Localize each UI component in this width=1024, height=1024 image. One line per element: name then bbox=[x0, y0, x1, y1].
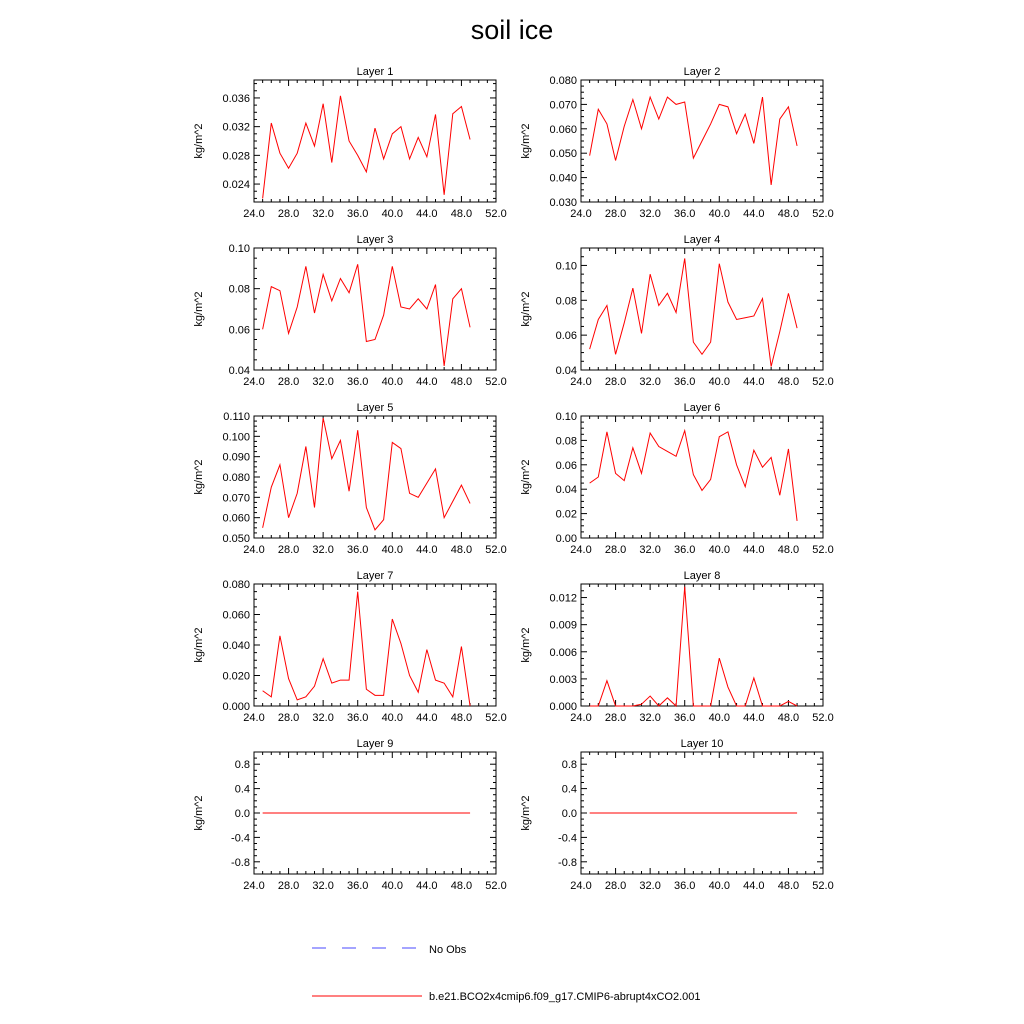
y-tick-label: 0.060 bbox=[222, 609, 250, 622]
x-tick-label: 24.0 bbox=[243, 712, 265, 724]
y-tick-label: 0.040 bbox=[222, 640, 250, 652]
x-tick-label: 40.0 bbox=[381, 712, 403, 724]
x-tick-label: 32.0 bbox=[639, 712, 661, 724]
y-tick-label: 0.030 bbox=[549, 197, 577, 209]
y-tick-label: 0.003 bbox=[549, 673, 577, 686]
x-tick-label: 48.0 bbox=[777, 544, 800, 556]
x-tick-label: 36.0 bbox=[347, 544, 369, 556]
x-tick-label: 48.0 bbox=[450, 712, 473, 724]
x-tick-label: 28.0 bbox=[604, 712, 627, 724]
y-tick-label: 0.00 bbox=[555, 533, 577, 545]
legend-model-label: b.e21.BCO2x4cmip6.f09_g17.CMIP6-abrupt4xCO2.001 bbox=[429, 991, 701, 1003]
y-axis-label: kg/m^2 bbox=[520, 123, 532, 159]
x-tick-label: 48.0 bbox=[777, 208, 800, 220]
y-tick-label: 0.06 bbox=[228, 324, 250, 337]
x-tick-label: 24.0 bbox=[570, 712, 592, 724]
x-tick-label: 40.0 bbox=[708, 376, 730, 388]
y-axis-label: kg/m^2 bbox=[193, 291, 205, 327]
legend-obs-label: No Obs bbox=[429, 944, 467, 956]
x-tick-label: 32.0 bbox=[312, 880, 334, 892]
x-tick-label: 48.0 bbox=[777, 880, 800, 892]
y-tick-label: 0.04 bbox=[228, 365, 250, 377]
y-tick-label: 0.000 bbox=[549, 701, 577, 713]
x-tick-label: 28.0 bbox=[277, 208, 300, 220]
y-tick-label: 0.080 bbox=[549, 75, 577, 87]
series-line-model bbox=[263, 96, 470, 199]
x-tick-label: 52.0 bbox=[485, 712, 507, 724]
x-tick-label: 48.0 bbox=[450, 544, 473, 556]
y-tick-label: 0.110 bbox=[223, 411, 250, 423]
plot-frame bbox=[581, 584, 823, 706]
y-tick-label: 0.100 bbox=[222, 431, 250, 444]
plot-frame bbox=[254, 248, 496, 370]
x-tick-label: 52.0 bbox=[485, 376, 507, 388]
panel-title: Layer 3 bbox=[356, 234, 394, 246]
panel-layer-8 bbox=[520, 570, 834, 724]
x-tick-label: 44.0 bbox=[743, 376, 765, 388]
x-tick-label: 44.0 bbox=[416, 376, 438, 388]
y-tick-label: 0.4 bbox=[234, 783, 250, 796]
x-tick-label: 48.0 bbox=[777, 712, 800, 724]
y-tick-label: 0.02 bbox=[555, 508, 577, 521]
x-tick-label: 52.0 bbox=[485, 880, 507, 892]
y-tick-label: 0.028 bbox=[222, 150, 250, 163]
y-tick-label: 0.040 bbox=[549, 172, 577, 185]
y-tick-label: 0.009 bbox=[549, 619, 577, 632]
series-line-model bbox=[263, 592, 470, 706]
y-tick-label: 0.4 bbox=[561, 783, 577, 796]
series-line-model bbox=[590, 587, 797, 706]
plot-frame bbox=[254, 584, 496, 706]
y-axis-label: kg/m^2 bbox=[193, 123, 205, 159]
y-tick-label: 0.10 bbox=[228, 243, 250, 255]
plot-frame bbox=[254, 416, 496, 538]
y-tick-label: -0.4 bbox=[231, 832, 250, 845]
panel-title: Layer 8 bbox=[683, 570, 721, 582]
x-tick-label: 32.0 bbox=[639, 208, 661, 220]
x-tick-label: 28.0 bbox=[277, 880, 300, 892]
x-tick-label: 24.0 bbox=[570, 880, 592, 892]
y-tick-label: 0.0 bbox=[234, 808, 250, 820]
x-tick-label: 52.0 bbox=[812, 376, 834, 388]
panel-title: Layer 6 bbox=[683, 402, 721, 414]
x-tick-label: 40.0 bbox=[381, 880, 403, 892]
x-tick-label: 44.0 bbox=[416, 208, 438, 220]
x-tick-label: 40.0 bbox=[708, 544, 730, 556]
y-tick-label: 0.032 bbox=[222, 121, 250, 134]
x-tick-label: 44.0 bbox=[416, 712, 438, 724]
y-axis-label: kg/m^2 bbox=[520, 459, 532, 495]
y-tick-label: 0.020 bbox=[222, 670, 250, 683]
y-tick-label: 0.10 bbox=[555, 260, 577, 273]
x-tick-label: 32.0 bbox=[312, 208, 334, 220]
x-tick-label: 48.0 bbox=[450, 880, 473, 892]
x-tick-label: 24.0 bbox=[570, 376, 592, 388]
x-tick-label: 52.0 bbox=[485, 544, 507, 556]
y-tick-label: -0.4 bbox=[558, 832, 577, 845]
y-tick-label: 0.04 bbox=[555, 484, 577, 497]
y-axis-label: kg/m^2 bbox=[520, 627, 532, 663]
x-tick-label: 32.0 bbox=[312, 376, 334, 388]
x-tick-label: 32.0 bbox=[312, 544, 334, 556]
y-tick-label: 0.0 bbox=[561, 808, 577, 820]
y-tick-label: 0.06 bbox=[555, 330, 577, 343]
y-axis-label: kg/m^2 bbox=[193, 627, 205, 663]
series-line-model bbox=[263, 418, 470, 530]
x-tick-label: 32.0 bbox=[312, 712, 334, 724]
y-tick-label: 0.070 bbox=[222, 492, 250, 505]
y-tick-label: -0.8 bbox=[558, 856, 577, 869]
y-tick-label: 0.08 bbox=[555, 295, 577, 308]
x-tick-label: 36.0 bbox=[674, 544, 696, 556]
x-tick-label: 24.0 bbox=[570, 544, 592, 556]
y-tick-label: 0.060 bbox=[549, 123, 577, 136]
x-tick-label: 44.0 bbox=[416, 880, 438, 892]
panel-layer-2 bbox=[520, 66, 834, 220]
panel-layer-7 bbox=[193, 570, 507, 724]
x-tick-label: 24.0 bbox=[243, 880, 265, 892]
x-tick-label: 40.0 bbox=[381, 208, 403, 220]
x-tick-label: 24.0 bbox=[243, 208, 265, 220]
plot-frame bbox=[581, 248, 823, 370]
x-tick-label: 28.0 bbox=[277, 376, 300, 388]
x-tick-label: 44.0 bbox=[743, 880, 765, 892]
y-tick-label: 0.08 bbox=[555, 435, 577, 448]
y-axis-label: kg/m^2 bbox=[193, 459, 205, 495]
panel-layer-3 bbox=[193, 234, 507, 388]
y-tick-label: 0.000 bbox=[222, 701, 250, 713]
x-tick-label: 28.0 bbox=[277, 712, 300, 724]
y-tick-label: 0.090 bbox=[222, 451, 250, 464]
panel-title: Layer 4 bbox=[683, 234, 721, 246]
x-tick-label: 36.0 bbox=[347, 880, 369, 892]
y-tick-label: 0.024 bbox=[222, 179, 250, 192]
x-tick-label: 36.0 bbox=[674, 376, 696, 388]
series-line-model bbox=[590, 258, 797, 366]
panel-title: Layer 5 bbox=[356, 402, 394, 414]
x-tick-label: 28.0 bbox=[604, 208, 627, 220]
y-tick-label: -0.8 bbox=[231, 856, 250, 869]
panel-layer-6 bbox=[520, 402, 834, 556]
y-tick-label: 0.012 bbox=[549, 592, 577, 605]
legend bbox=[312, 944, 701, 1003]
y-axis-label: kg/m^2 bbox=[193, 795, 205, 831]
panel-title: Layer 1 bbox=[356, 66, 394, 78]
y-tick-label: 0.050 bbox=[549, 148, 577, 161]
y-tick-label: 0.06 bbox=[555, 459, 577, 472]
x-tick-label: 48.0 bbox=[450, 376, 473, 388]
panel-layer-9 bbox=[193, 738, 507, 892]
y-tick-label: 0.080 bbox=[222, 472, 250, 484]
y-tick-label: 0.8 bbox=[234, 759, 250, 772]
panel-layer-1 bbox=[193, 66, 507, 220]
y-axis-label: kg/m^2 bbox=[520, 795, 532, 831]
x-tick-label: 36.0 bbox=[674, 880, 696, 892]
x-tick-label: 52.0 bbox=[812, 544, 834, 556]
y-tick-label: 0.8 bbox=[561, 759, 577, 772]
panel-title: Layer 9 bbox=[356, 738, 394, 750]
plot-frame bbox=[581, 416, 823, 538]
x-tick-label: 36.0 bbox=[674, 712, 696, 724]
x-tick-label: 52.0 bbox=[812, 880, 834, 892]
x-tick-label: 44.0 bbox=[743, 208, 765, 220]
y-tick-label: 0.04 bbox=[555, 365, 577, 377]
x-tick-label: 44.0 bbox=[743, 712, 765, 724]
figure-title: soil ice bbox=[470, 15, 554, 45]
y-tick-label: 0.10 bbox=[555, 411, 577, 423]
x-tick-label: 40.0 bbox=[708, 208, 730, 220]
panel-title: Layer 2 bbox=[683, 66, 721, 78]
x-tick-label: 36.0 bbox=[674, 208, 696, 220]
panel-title: Layer 10 bbox=[680, 738, 724, 750]
y-tick-label: 0.006 bbox=[549, 646, 577, 659]
x-tick-label: 28.0 bbox=[604, 880, 627, 892]
y-tick-label: 0.080 bbox=[222, 579, 250, 591]
x-tick-label: 28.0 bbox=[604, 376, 627, 388]
x-tick-label: 32.0 bbox=[639, 880, 661, 892]
x-tick-label: 40.0 bbox=[381, 544, 403, 556]
x-tick-label: 36.0 bbox=[347, 208, 369, 220]
y-tick-label: 0.060 bbox=[222, 512, 250, 525]
plot-frame bbox=[254, 80, 496, 202]
x-tick-label: 52.0 bbox=[812, 712, 834, 724]
x-tick-label: 36.0 bbox=[347, 712, 369, 724]
x-tick-label: 32.0 bbox=[639, 544, 661, 556]
x-tick-label: 24.0 bbox=[243, 544, 265, 556]
panel-layer-5 bbox=[193, 402, 507, 556]
y-tick-label: 0.070 bbox=[549, 99, 577, 112]
series-line-model bbox=[263, 264, 470, 366]
x-tick-label: 48.0 bbox=[450, 208, 473, 220]
panel-title: Layer 7 bbox=[356, 570, 394, 582]
y-axis-label: kg/m^2 bbox=[520, 291, 532, 327]
panel-layer-10 bbox=[520, 738, 834, 892]
x-tick-label: 24.0 bbox=[570, 208, 592, 220]
y-tick-label: 0.050 bbox=[222, 533, 250, 545]
x-tick-label: 40.0 bbox=[381, 376, 403, 388]
panel-group bbox=[193, 66, 834, 892]
x-tick-label: 44.0 bbox=[743, 544, 765, 556]
series-line-model bbox=[590, 97, 797, 185]
x-tick-label: 40.0 bbox=[708, 712, 730, 724]
x-tick-label: 52.0 bbox=[485, 208, 507, 220]
x-tick-label: 28.0 bbox=[277, 544, 300, 556]
y-tick-label: 0.036 bbox=[222, 92, 250, 105]
panel-layer-4 bbox=[520, 234, 834, 388]
x-tick-label: 24.0 bbox=[243, 376, 265, 388]
x-tick-label: 48.0 bbox=[777, 376, 800, 388]
x-tick-label: 28.0 bbox=[604, 544, 627, 556]
x-tick-label: 32.0 bbox=[639, 376, 661, 388]
x-tick-label: 52.0 bbox=[812, 208, 834, 220]
y-tick-label: 0.08 bbox=[228, 283, 250, 296]
series-line-model bbox=[590, 431, 797, 521]
x-tick-label: 44.0 bbox=[416, 544, 438, 556]
x-tick-label: 36.0 bbox=[347, 376, 369, 388]
x-tick-label: 40.0 bbox=[708, 880, 730, 892]
